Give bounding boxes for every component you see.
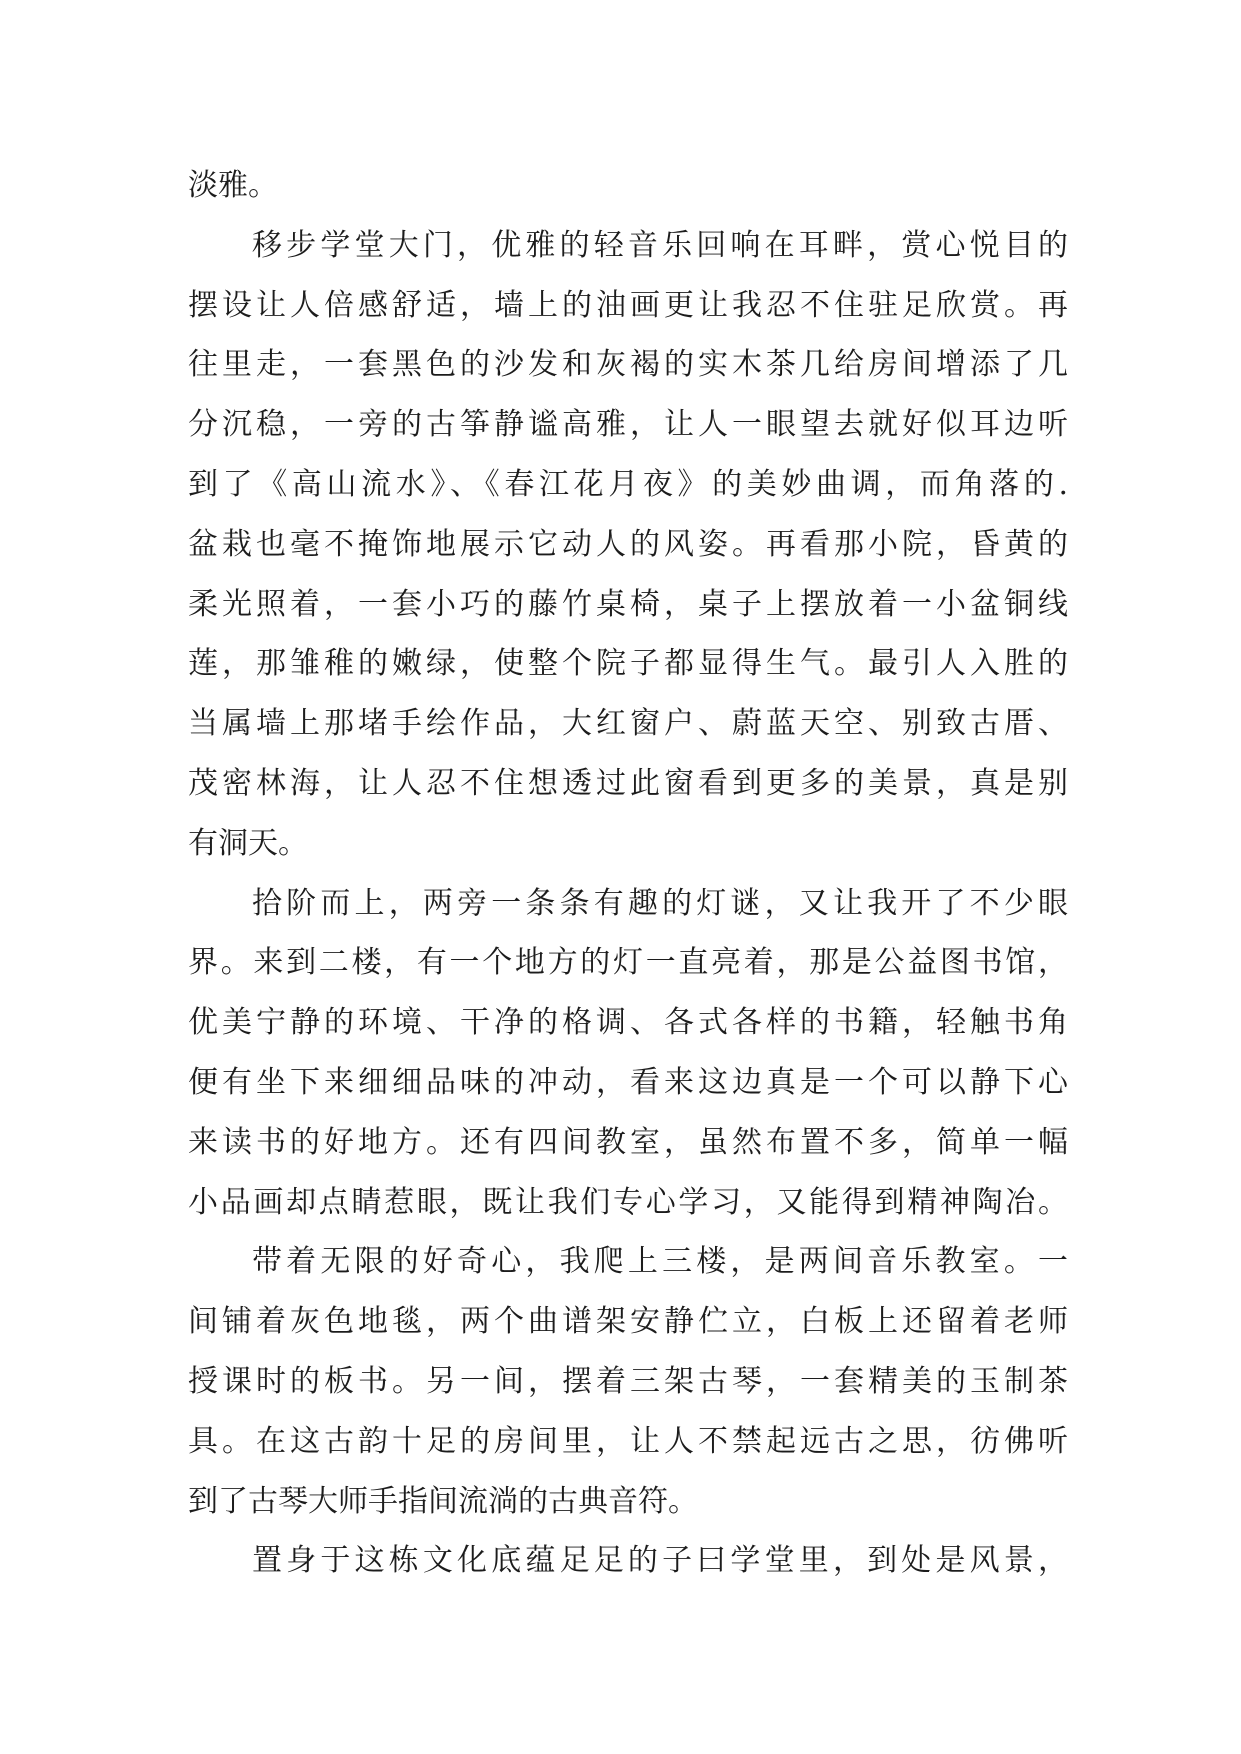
- text-line: 茂密林海，让人忍不住想透过此窗看到更多的美景，真是别: [188, 765, 1068, 801]
- text-line: 到了《高山流水》、《春江花月夜》的美妙曲调，而角落的.: [188, 466, 1068, 502]
- text-line: 柔光照着，一套小巧的藤竹桌椅，桌子上摆放着一小盆铜线: [188, 586, 1068, 622]
- text-line: 当属墙上那堵手绘作品，大红窗户、蔚蓝天空、别致古厝、: [188, 706, 1068, 742]
- text-line: 带着无限的好奇心，我爬上三楼，是两间音乐教室。一: [252, 1244, 1068, 1280]
- text-line: 莲，那雏稚的嫩绿，使整个院子都显得生气。最引人入胜的: [188, 646, 1068, 682]
- text-line: 移步学堂大门，优雅的轻音乐回响在耳畔，赏心悦目的: [252, 227, 1068, 263]
- text-line: 盆栽也毫不掩饰地展示它动人的风姿。再看那小院，昏黄的: [188, 526, 1068, 562]
- text-line: 拾阶而上，两旁一条条有趣的灯谜，又让我开了不少眼: [252, 885, 1068, 921]
- text-line: 小品画却点睛惹眼，既让我们专心学习，又能得到精神陶冶。: [188, 1184, 1068, 1220]
- text-line: 有洞天。: [188, 825, 308, 861]
- text-line: 界。来到二楼，有一个地方的灯一直亮着，那是公益图书馆，: [188, 945, 1068, 981]
- article-body: [188, 156, 1068, 1591]
- text-line: 便有坐下来细细品味的冲动，看来这边真是一个可以静下心: [188, 1064, 1068, 1100]
- text-line: 淡雅。: [188, 168, 278, 203]
- text-line: 摆设让人倍感舒适，墙上的油画更让我忍不住驻足欣赏。再: [188, 287, 1068, 323]
- text-line: 分沉稳，一旁的古筝静谧高雅，让人一眼望去就好似耳边听: [188, 407, 1068, 443]
- text-line: 到了古琴大师手指间流淌的古典音符。: [188, 1483, 698, 1519]
- text-line: 间铺着灰色地毯，两个曲谱架安静伫立，白板上还留着老师: [188, 1304, 1068, 1340]
- text-line: 置身于这栋文化底蕴足足的子曰学堂里，到处是风景，: [252, 1543, 1068, 1579]
- text-line: 往里走，一套黑色的沙发和灰褐的实木茶几给房间增添了几: [188, 347, 1068, 383]
- text-line: 优美宁静的环境、干净的格调、各式各样的书籍，轻触书角: [188, 1005, 1068, 1041]
- text-line: 来读书的好地方。还有四间教室，虽然布置不多，简单一幅: [188, 1124, 1068, 1160]
- text-line: 具。在这古韵十足的房间里，让人不禁起远古之思，彷佛听: [188, 1423, 1068, 1459]
- text-line: 授课时的板书。另一间，摆着三架古琴，一套精美的玉制茶: [188, 1363, 1068, 1399]
